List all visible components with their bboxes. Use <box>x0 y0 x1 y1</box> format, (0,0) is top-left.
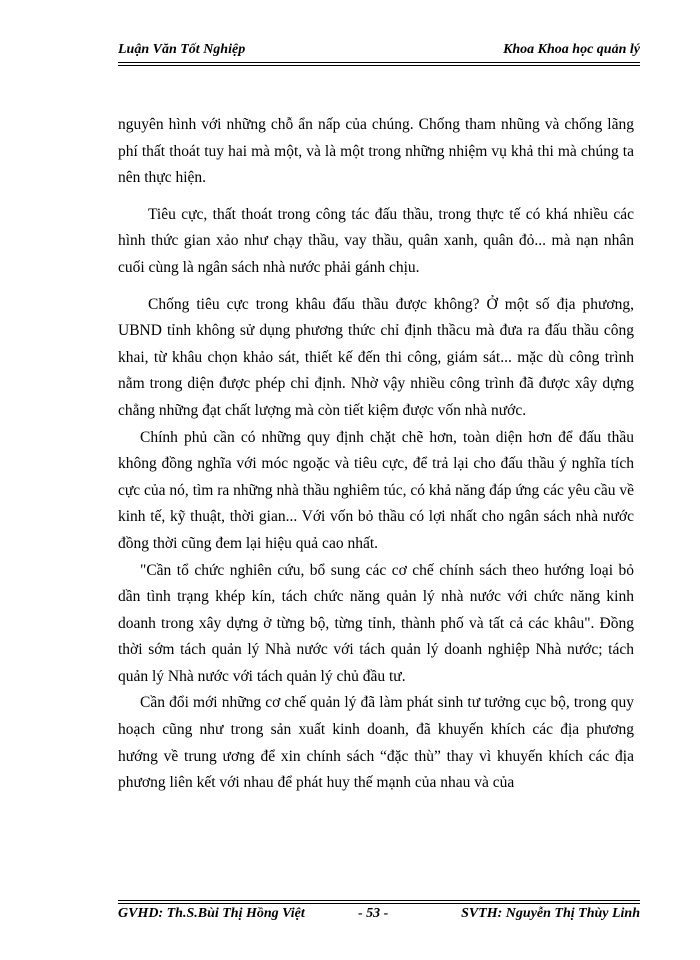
page-footer <box>118 906 640 928</box>
footer-rule <box>118 903 640 904</box>
header-rule-thin <box>118 65 640 66</box>
paragraph-1: nguyên hình với những chỗ ẩn nấp của chúng. Chống tham nhũng và chống lãng phí thất thoát tuy hai mà một, và là một trong những nhiệm vụ khả thi mà chúng ta nên thực hiện. <box>118 116 634 187</box>
body-text <box>118 112 634 797</box>
page-number: - 53 - <box>358 906 389 921</box>
header-rule <box>118 62 640 63</box>
paragraph-3: Chống tiêu cực trong khâu đấu thầu được không? Ở một số địa phương, UBND tỉnh không sử dụng phương thức chỉ định thầcu mà đưa ra đấu thầu công khai, từ khâu chọn khảo sát, thiết kế đến thi công, giám sát... mặc dù công trình nằm trong diện được phép chỉ định. Nhờ vậy nhiều công trình đã được xây dựng chẳng những đạt chất lượng mà còn tiết kiệm được vốn nhà nước. <box>118 295 634 419</box>
paragraph-2: Tiêu cực, thất thoát trong công tác đấu thầu, trong thực tế có khá nhiều các hình thức gian xảo như chạy thầu, vay thầu, quân xanh, quân đỏ... mà nạn nhân cuối cùng là ngân sách nhà nước phải gánh chịu. <box>118 205 634 276</box>
footer-student: SVTH: Nguyễn Thị Thùy Linh <box>461 906 640 921</box>
header-faculty: Khoa Khoa học quản lý <box>503 42 640 57</box>
footer-advisor: GVHD: Th.S.Bùi Thị Hồng Việt <box>118 906 305 921</box>
paragraph-6: Cần đổi mới những cơ chế quản lý đã làm phát sinh tư tưởng cục bộ, trong quy hoạch cũng như trong sản xuất kinh doanh, đã khuyến khích các địa phương hướng về trung ương để xin chính sách “đặc thù” thay vì khuyến khích các địa phương liên kết với nhau để phát huy thế mạnh của nhau và của <box>118 694 634 792</box>
footer-rule-thin <box>118 900 640 901</box>
page-header <box>118 40 640 62</box>
paragraph-4: Chính phủ cần có những quy định chặt chẽ hơn, toàn diện hơn để đấu thầu không đồng nghĩa với móc ngoặc và tiêu cực, để trả lại cho đấu thầu ý nghĩa tích cực của nó, tìm ra những nhà thầu nghiêm túc, có khả năng đáp ứng các yêu cầu về kinh tế, kỹ thuật, thời gian... Với vốn bỏ thầu có lợi nhất cho ngân sách nhà nước đồng thời cũng đem lại hiệu quả cao nhất. <box>118 428 634 552</box>
paragraph-5: "Cần tổ chức nghiên cứu, bổ sung các cơ chế chính sách theo hướng loại bỏ dần tình trạng khép kín, tách chức năng quản lý nhà nước với chức năng kinh doanh trong xây dựng ở từng bộ, từng tỉnh, thành phố và tất cả các khâu". Đồng thời sớm tách quản lý Nhà nước với tách quản lý doanh nghiệp Nhà nước; tách quản lý Nhà nước với tách quản lý chủ đầu tư. <box>118 561 634 685</box>
header-thesis-title: Luận Văn Tốt Nghiệp <box>118 42 246 57</box>
